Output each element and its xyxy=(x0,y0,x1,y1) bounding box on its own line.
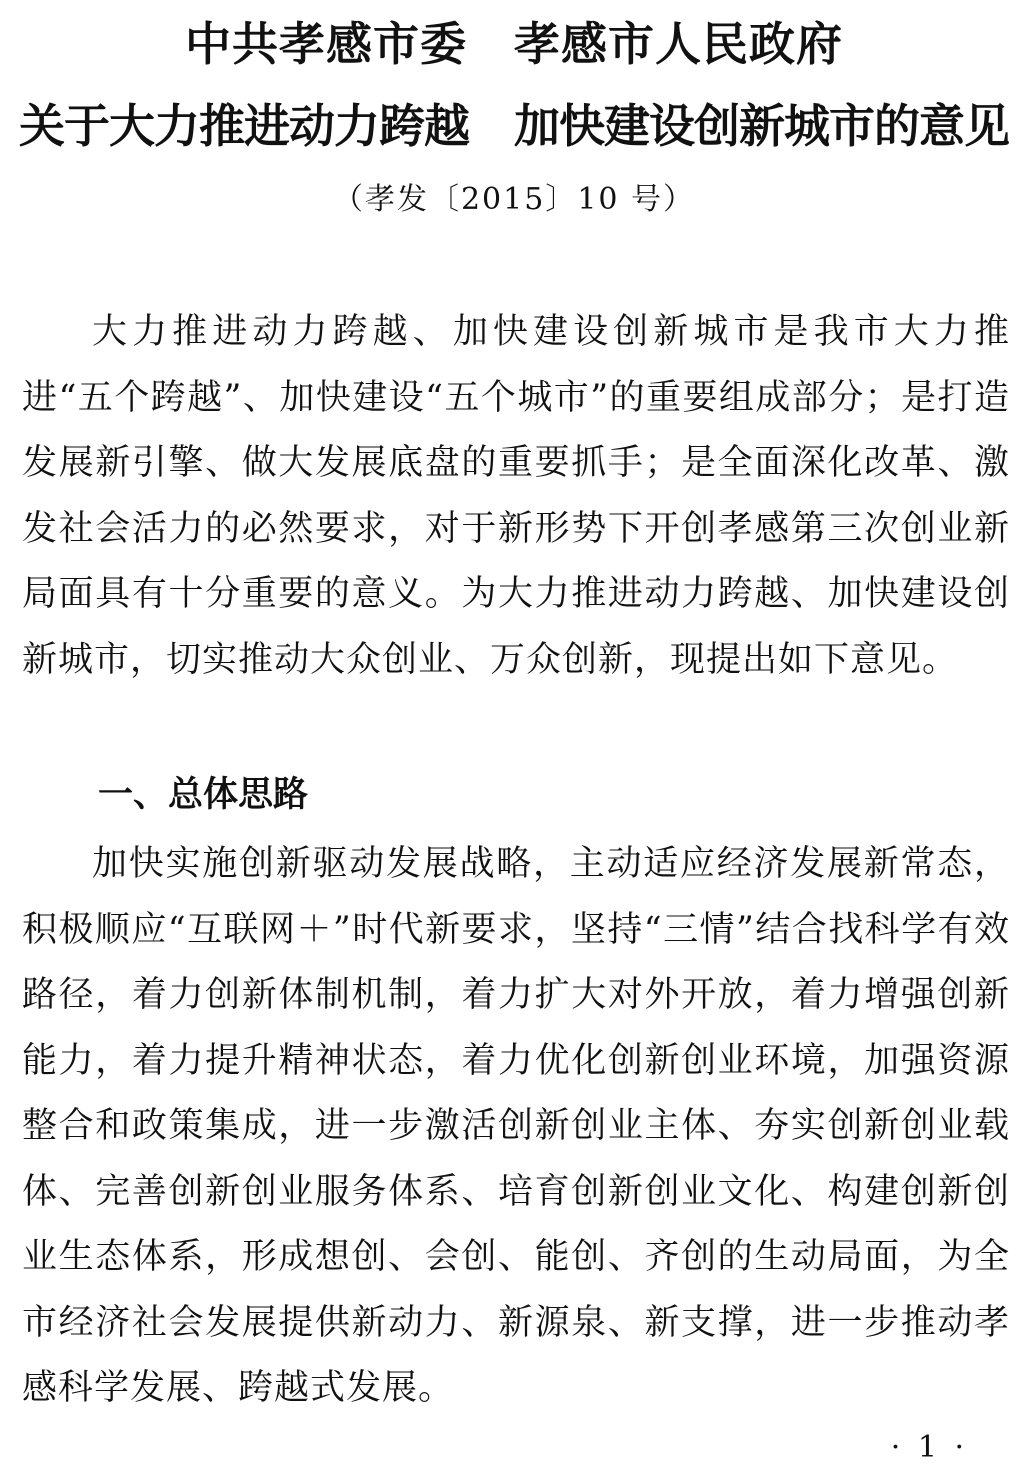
page-number: · 1 · xyxy=(890,1430,968,1465)
section-heading-overall-approach: 一、总体思路 xyxy=(98,775,309,815)
document-title-line-1: 中共孝感市委 孝感市人民政府 xyxy=(185,17,843,71)
document-title-line-2: 关于大力推进动力跨越 加快建设创新城市的意见 xyxy=(19,99,1009,153)
document-number: （孝发〔2015〕10 号） xyxy=(332,182,696,217)
section-1-paragraph: 加快实施创新驱动发展战略，主动适应经济发展新常态，积极顺应“互联网＋”时代新要求，坚持“三情”结合找科学有效路径，着力创新体制机制，着力扩大对外开放，着力增强创新能力，着力提升精神状态，着力优化创新创业环境，加强资源整合和政策集成，进一步激活创新创业主体、夯实创新创业载体、完善创新创业服务体系、培育创新创业文化、构建创新创业生态体系，形成想创、会创、能创、齐创的生动局面，为全市经济社会发展提供新动力、新源泉、新支撑，进一步推动孝感科学发展、跨越式发展。 xyxy=(22,844,1010,1408)
intro-paragraph: 大力推进动力跨越、加快建设创新城市是我市大力推进“五个跨越”、加快建设“五个城市”的重要组成部分；是打造发展新引擎、做大发展底盘的重要抓手；是全面深化改革、激发社会活力的必然要求，对于新形势下开创孝感第三次创业新局面具有十分重要的意义。为大力推进动力跨越、加快建设创新城市，切实推动大众创业、万众创新，现提出如下意见。 xyxy=(22,312,1010,680)
